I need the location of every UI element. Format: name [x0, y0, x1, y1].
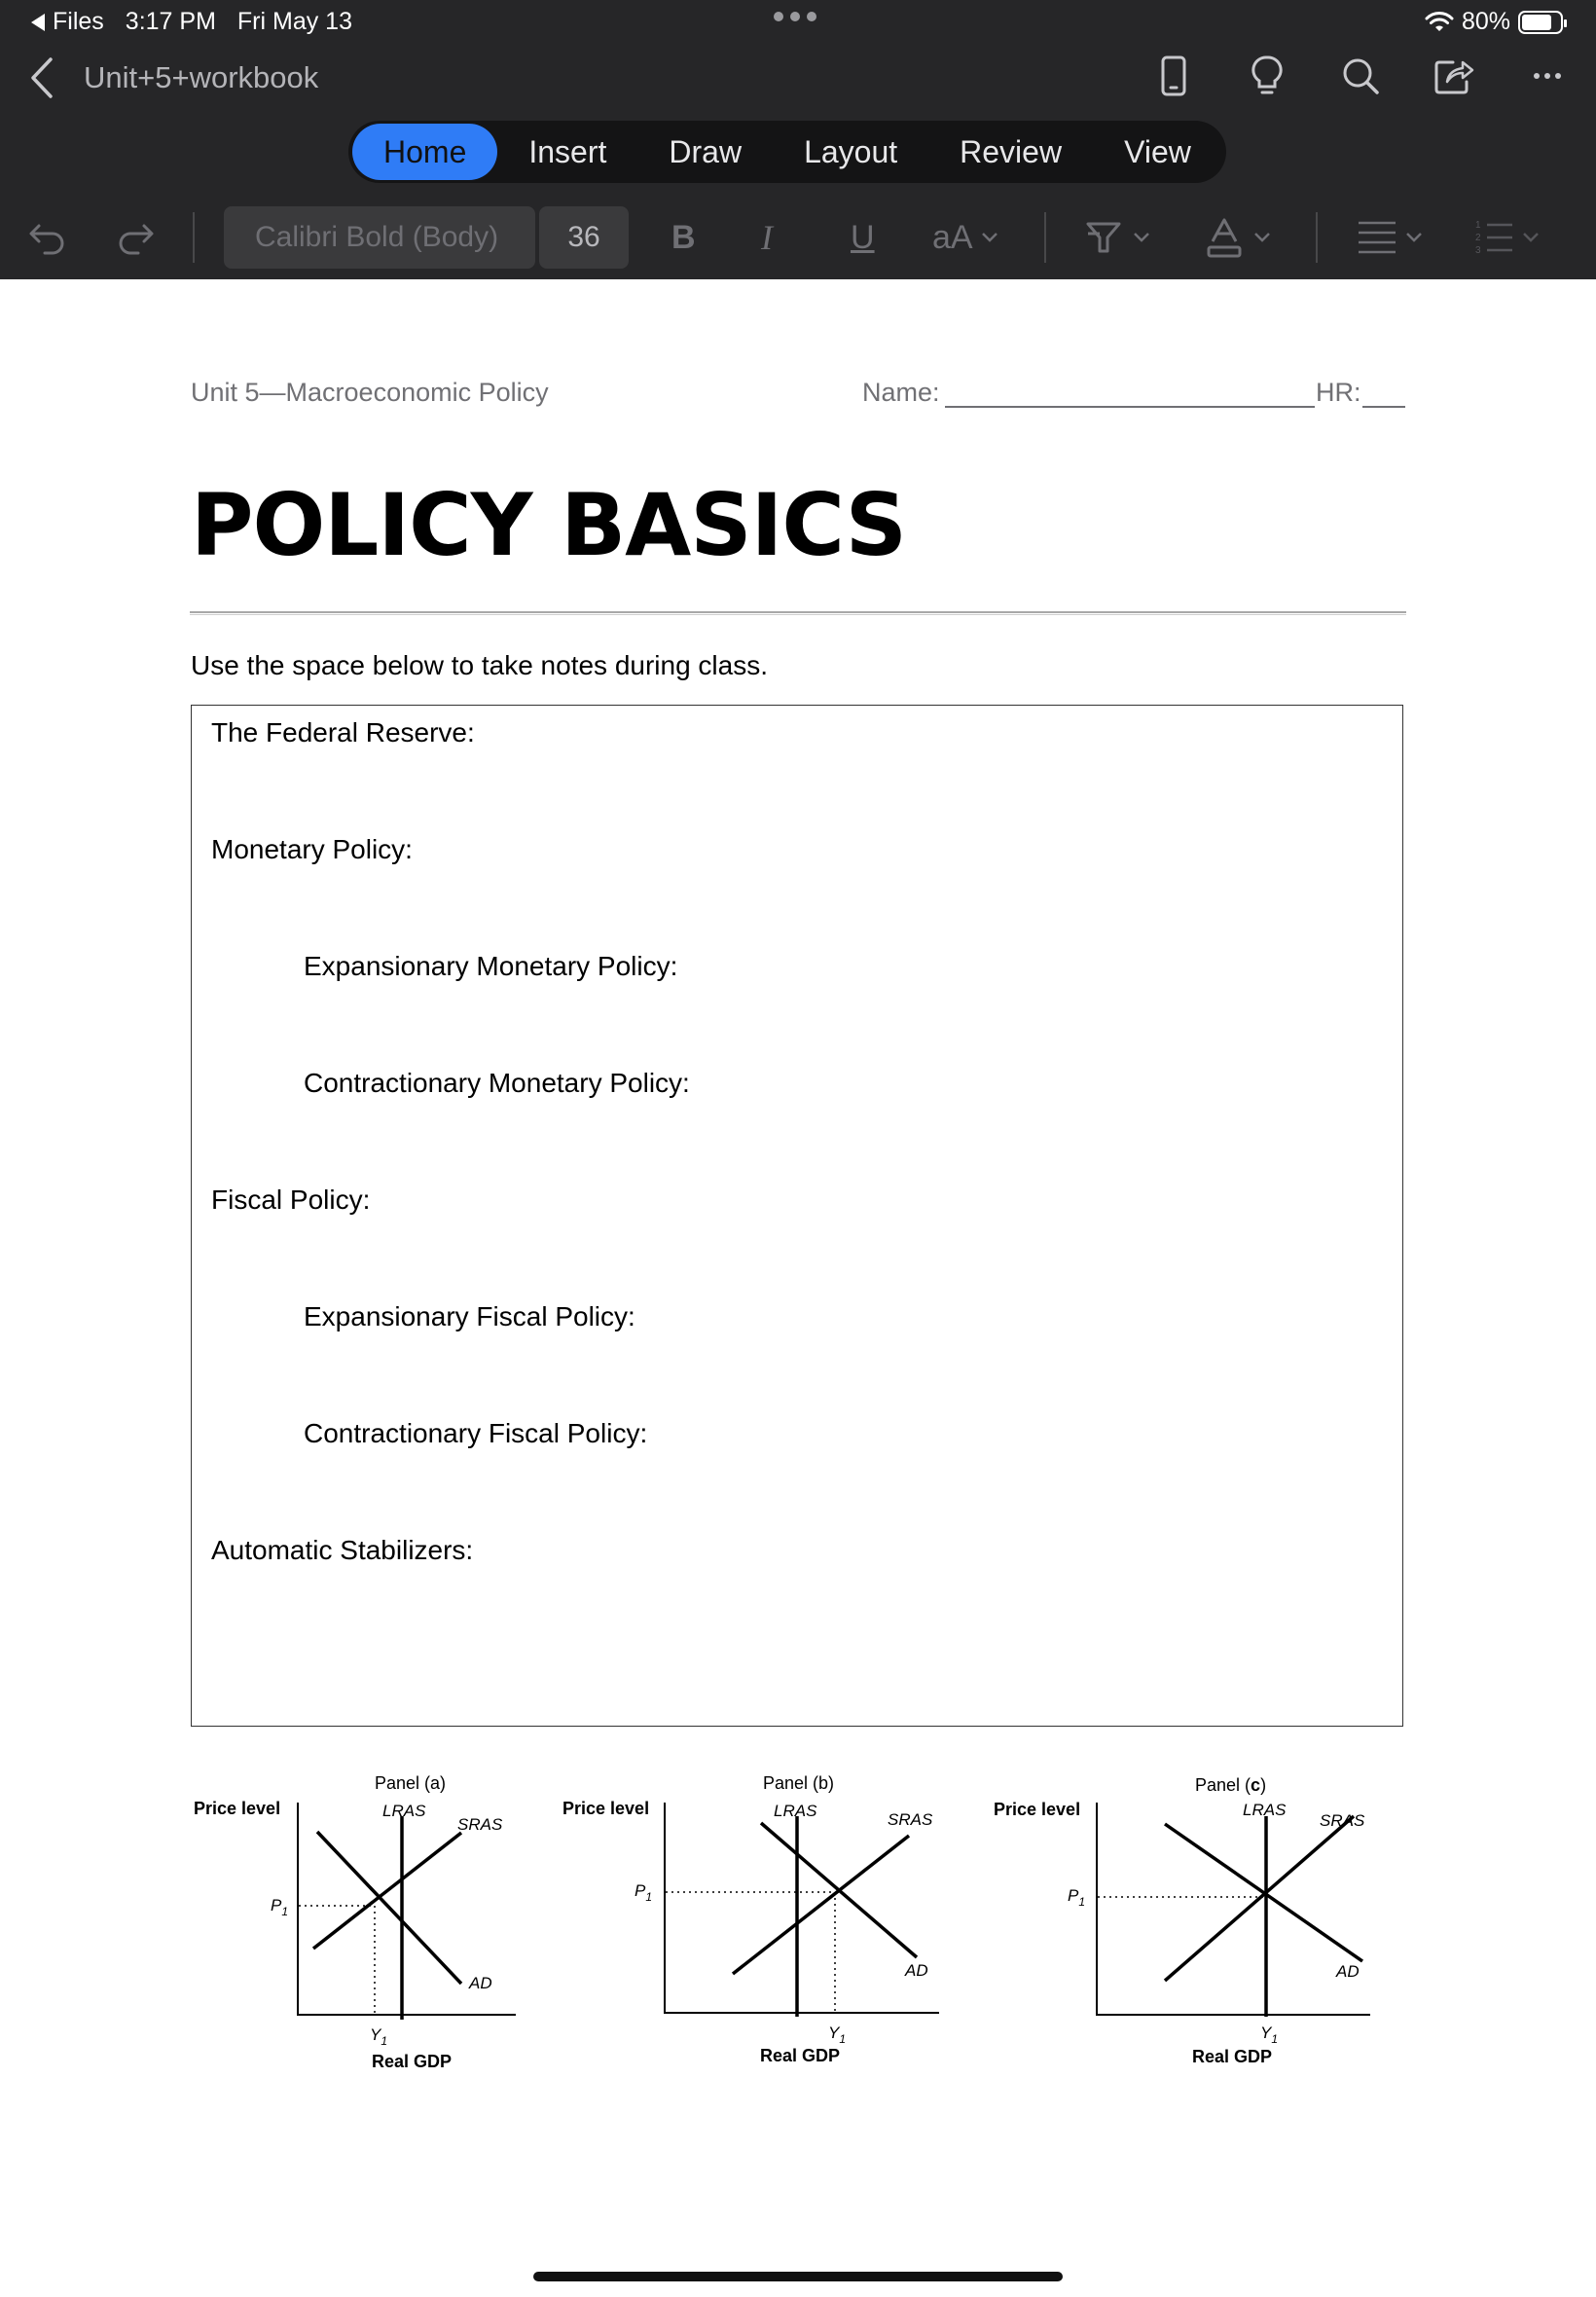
panel-c-ad-label: AD — [1336, 1962, 1360, 1981]
chevron-down-icon — [1253, 232, 1271, 243]
home-indicator[interactable] — [533, 2272, 1063, 2281]
search-icon[interactable] — [1339, 55, 1382, 97]
name-blank-line — [945, 406, 1315, 408]
panel-a-sras-curve — [313, 1833, 461, 1949]
hr-label: HR: — [1316, 378, 1361, 407]
more-icon[interactable] — [1526, 55, 1569, 97]
highlighter-icon — [1084, 218, 1123, 257]
panel-b-ad-curve — [761, 1823, 917, 1957]
panel-b-title: Panel (b) — [763, 1773, 835, 1793]
status-bar-left — [31, 8, 374, 36]
panel-b — [562, 1773, 939, 2065]
panel-b-y-axis-label: Price level — [562, 1799, 650, 1818]
panel-a-p1-label: $P_1$ — [271, 1896, 289, 1918]
svg-text:1: 1 — [1475, 220, 1481, 231]
undo-icon[interactable] — [27, 206, 68, 269]
note-heading-contractionary-fiscal: Contractionary Fiscal Policy: — [304, 1418, 648, 1448]
panel-c-ad-curve — [1165, 1824, 1362, 1961]
note-heading-federal-reserve: The Federal Reserve: — [211, 717, 475, 747]
back-to-files-link[interactable] — [31, 8, 104, 36]
tab-layout[interactable]: Layout — [804, 133, 898, 169]
panel-a-title: Panel (a) — [375, 1773, 447, 1793]
panel-c-lras-label: LRAS — [1243, 1801, 1287, 1819]
multitasking-dots-icon[interactable] — [774, 12, 816, 21]
wifi-icon — [1425, 11, 1454, 34]
underline-button[interactable]: U — [851, 218, 875, 256]
text-size-label: aA — [932, 218, 973, 256]
panel-b-sras-curve — [733, 1836, 909, 1974]
share-icon[interactable] — [1433, 55, 1475, 97]
tab-draw[interactable]: Draw — [669, 133, 743, 169]
font-color-icon — [1205, 216, 1244, 259]
status-time: 3:17 PM — [125, 8, 216, 35]
panel-b-p1-label: $P_1$ — [635, 1881, 653, 1904]
font-name-select[interactable]: Calibri Bold (Body) — [224, 206, 535, 269]
back-app-label: Files — [53, 8, 104, 35]
redo-icon[interactable] — [115, 206, 156, 269]
panel-b-axes — [665, 1803, 939, 2013]
chevron-down-icon — [1522, 232, 1540, 243]
status-date: Fri May 13 — [236, 8, 352, 35]
back-triangle-icon — [31, 14, 45, 31]
bullet-list-icon — [1357, 219, 1397, 256]
battery-percent: 80% — [1461, 8, 1510, 35]
note-heading-fiscal-policy: Fiscal Policy: — [211, 1185, 371, 1215]
format-toolbar — [0, 206, 1596, 269]
title-divider — [190, 611, 1406, 615]
toolbar-divider — [1044, 212, 1046, 263]
panel-c-x-axis-label: Real GDP — [1192, 2047, 1273, 2066]
page-title[interactable]: POLICY BASICS — [191, 475, 906, 575]
toolbar-divider — [193, 212, 195, 263]
panel-b-y1-label: $Y_1$ — [828, 2024, 847, 2046]
instructions-text: Use the space below to take notes during class. — [191, 650, 769, 680]
note-heading-expansionary-fiscal: Expansionary Fiscal Policy: — [304, 1301, 635, 1331]
tab-view[interactable]: View — [1124, 133, 1191, 169]
panel-b-lras-label: LRAS — [774, 1802, 817, 1820]
numbering-button[interactable] — [1475, 206, 1540, 269]
panel-c-title: Panel (c) — [1195, 1775, 1267, 1795]
tab-insert[interactable]: Insert — [528, 133, 607, 169]
panel-b-sras-label: SRAS — [888, 1810, 933, 1829]
hr-blank-line — [1362, 406, 1405, 408]
note-heading-automatic-stabilizers: Automatic Stabilizers: — [211, 1535, 474, 1565]
tab-home[interactable]: Home — [352, 124, 497, 180]
chevron-down-icon — [1405, 232, 1423, 243]
panel-c-y-axis-label: Price level — [994, 1800, 1081, 1819]
lightbulb-icon[interactable] — [1246, 55, 1288, 97]
panel-c-p1-label: $P_1$ — [1068, 1886, 1086, 1909]
chevron-down-icon — [1133, 232, 1150, 243]
chevron-down-icon — [981, 232, 998, 243]
numbered-list-icon — [1475, 218, 1514, 257]
panel-c-sras-curve — [1165, 1816, 1354, 1981]
note-heading-monetary-policy: Monetary Policy: — [211, 834, 413, 864]
panel-a-ad-curve — [317, 1832, 461, 1984]
note-heading-contractionary-monetary: Contractionary Monetary Policy: — [304, 1068, 690, 1098]
panel-a-y1-label: $Y_1$ — [370, 2025, 388, 2048]
ribbon-tabs — [348, 121, 1226, 183]
note-heading-expansionary-monetary: Expansionary Monetary Policy: — [304, 951, 678, 981]
italic-button[interactable]: I — [761, 218, 773, 257]
document-title-row — [29, 55, 318, 101]
back-chevron-icon[interactable] — [29, 56, 54, 99]
panel-b-x-axis-label: Real GDP — [760, 2046, 841, 2065]
panel-c-sras-label: SRAS — [1320, 1811, 1365, 1830]
tab-review[interactable]: Review — [960, 133, 1063, 169]
header-actions — [1152, 55, 1569, 97]
name-label: Name: — [862, 378, 940, 407]
panel-a-x-axis-label: Real GDP — [372, 2052, 453, 2071]
panel-a-axes — [298, 1803, 516, 2015]
panel-a — [194, 1773, 516, 2071]
panel-a-sras-label: SRAS — [457, 1815, 503, 1834]
panel-b-ad-label: AD — [905, 1961, 928, 1980]
phone-view-icon[interactable] — [1152, 55, 1195, 97]
panel-c-y1-label: $Y_1$ — [1260, 2024, 1279, 2046]
bullets-button[interactable] — [1357, 206, 1423, 269]
document-header-unit: Unit 5—Macroeconomic Policy — [191, 378, 549, 407]
highlight-button[interactable] — [1084, 206, 1150, 269]
app-chrome — [0, 0, 1596, 279]
notes-box — [191, 705, 1403, 1727]
panel-c-axes — [1097, 1803, 1370, 2015]
panel-c — [994, 1775, 1370, 2066]
document-title[interactable]: Unit+5+workbook — [84, 60, 319, 94]
text-size-button[interactable] — [932, 206, 998, 269]
panel-a-ad-label: AD — [469, 1974, 492, 1992]
font-color-button[interactable] — [1205, 206, 1271, 269]
svg-text:3: 3 — [1475, 245, 1481, 256]
bold-button[interactable]: B — [671, 218, 696, 256]
battery-icon — [1518, 11, 1563, 34]
panel-a-y-axis-label: Price level — [194, 1799, 281, 1818]
status-bar-right — [1425, 8, 1563, 36]
font-size-select[interactable]: 36 — [539, 206, 629, 269]
toolbar-divider — [1316, 212, 1318, 263]
svg-text:2: 2 — [1475, 233, 1481, 243]
panel-a-lras-label: LRAS — [382, 1802, 426, 1820]
